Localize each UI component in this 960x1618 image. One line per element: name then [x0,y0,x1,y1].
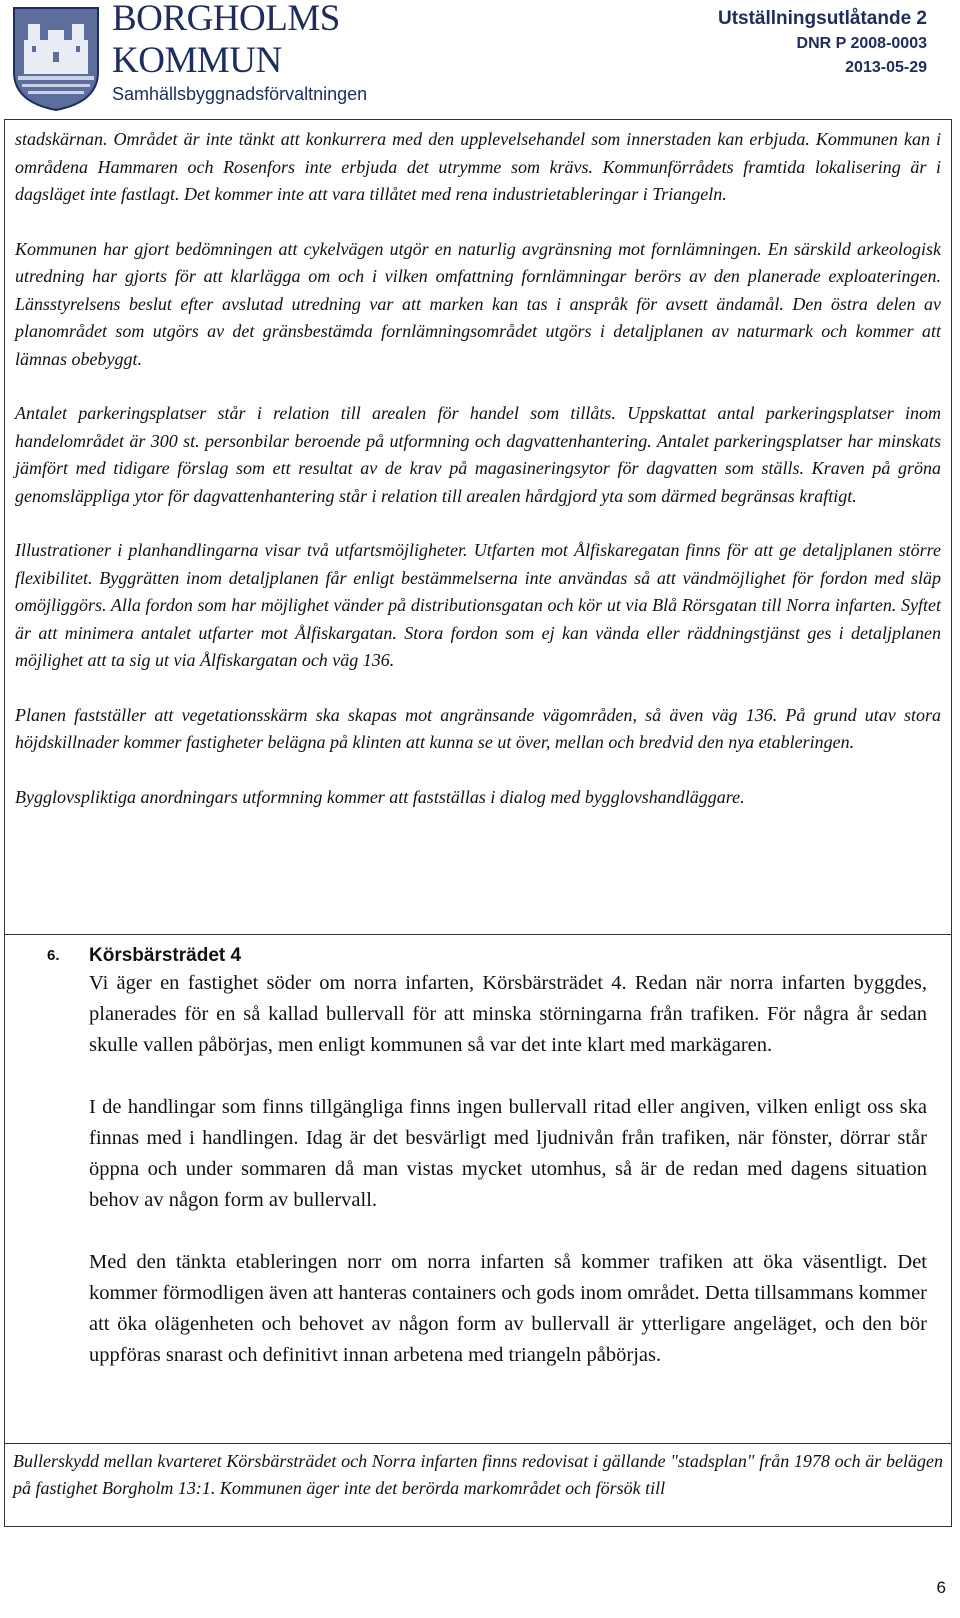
answer-paragraph: Illustrationer i planhandlingarna visar två utfartsmöjligheter. Utfarten mot Ålfiskaregatan finns för att ge detaljplanen större flexibilitet. Byggrätten inom detaljplanen får enligt bestämmelserna inte användas så att vändmöjlighet för fordon med släp omöjliggörs. Alla fordon som har möjlighet vänder på distributionsgatan och kör ut via Blå Rörsgatan till Norra infarten. Syftet är att minimera antalet utfarter mot Ålfiskargatan. Stora fordon som ej kan vända eller räddningstjänst ges i detaljplanen möjlighet att ta sig ut via Ålfiskargatan och väg 136. [15,540,941,670]
registration-number: DNR P 2008-0003 [796,35,927,52]
opinion-body [89,968,927,1402]
document-title: Utställningsutlåtande 2 [717,8,927,29]
organization-name [112,0,367,105]
document-meta [718,6,927,80]
org-name-line2: KOMMUN [112,40,282,81]
page-number: 6 [936,1578,946,1597]
castle-logo-icon [10,2,102,112]
answer-cell-top [5,120,951,935]
page-header [0,0,960,120]
opinion-title: Körsbärsträdet 4 [89,945,242,966]
department-name: Samhällsbyggnadsförvaltningen [112,84,368,104]
org-name-line1: BORGHOLMS [112,0,340,39]
opinion-paragraph: Vi äger en fastighet söder om norra infarten, Körsbärsträdet 4. Redan när norra infarten byggdes, planerades för en så kallad bullervall för att minska störningarna från trafiken. För några år sedan skulle vallen påbörjas, men enligt kommunen så var det inte klart med markägaren. [89,972,927,1056]
answer-paragraph: Bullerskydd mellan kvarteret Körsbärsträdet och Norra infarten finns redovisat i gällande "stadsplan" från 1978 och är belägen på fastighet Borgholm 13:1. Kommunen äger inte det berörda markområdet och försök till [13,1451,943,1498]
answer-paragraph: Planen fastställer att vegetationsskärm ska skapas mot angränsande vägområden, så även väg 136. På grund utav stora höjdskillnader kommer fastigheter belägna på klinten att kunna se ut över, mellan och bredvid den nya etableringen. [15,704,941,752]
answer-paragraph: Bygglovspliktiga anordningars utformning kommer att fastställas i dialog med bygglovshandläggare. [15,786,745,807]
document-date: 2013-05-29 [845,59,927,76]
document-table [4,119,952,1527]
opinion-paragraph: Med den tänkta etableringen norr om norra infarten så kommer trafiken att öka väsentligt. Det kommer förmodligen även att hanteras containers och gods inom området. Detta tillsammans kommer att öka olägenheten och behovet av någon form av bullervall är ytterligare angeläget, och den bör uppföras snarast och definitivt innan arbetena med triangeln påbörjas. [89,1251,927,1366]
answer-paragraph: stadskärnan. Området är inte tänkt att konkurrera med den upplevelsehandel som innerstaden kan erbjuda. Kommunen kan i områdena Hammaren och Rosenfors inte erbjuda det utrymme som krävs. Kommunförrådets framtida lokalisering är i dagsläget inte fastlagt. Det kommer inte att vara tillåtet med rena industrietableringar i Triangeln. [15,129,941,204]
answer-paragraph: Kommunen har gjort bedömningen att cykelvägen utgör en naturlig avgränsning mot fornlämningen. En särskild arkeologisk utredning har gjorts för att klarlägga om och i vilken omfattning fornlämningar berörs av den planerade exploateringen. Länsstyrelsens beslut efter avslutad utredning var att marken kan tas i anspråk för avsett ändamål. Den östra delen av planområdet som utgörs av det gränsbestämda fornlämningsområdet utgörs i detaljplanen av naturmark och kommer att lämnas obebyggt. [15,238,941,369]
opinion-number: 6. [47,947,60,964]
answer-paragraph: Antalet parkeringsplatser står i relation till arealen för handel som tillåts. Uppskattat antal parkeringsplatser inom handelområdet är 300 st. personbilar beroende på utformning och dagvattenhantering. Antalet parkeringsplatser har minskats jämfört med tidigare förslag som ett resultat av de krav på magasineringsytor för dagvatten som ställs. Kraven på gröna genomsläppliga ytor för dagvattenhantering står i relation till arealen hårdgjord yta som därmed begränsas kraftigt. [15,403,941,506]
opinion-paragraph: I de handlingar som finns tillgängliga finns ingen bullervall ritad eller angiven, vilken enligt oss ska finnas med i handlingen. Idag är det besvärligt med ljudnivån från trafiken, när fönster, dörrar står öppna och under sommaren då man vistas mycket utomhus, så är de redan med dagens situation behov av någon form av bullervall. [89,1096,927,1211]
answer-cell-bottom [5,1443,951,1527]
opinion-cell [5,935,951,1443]
